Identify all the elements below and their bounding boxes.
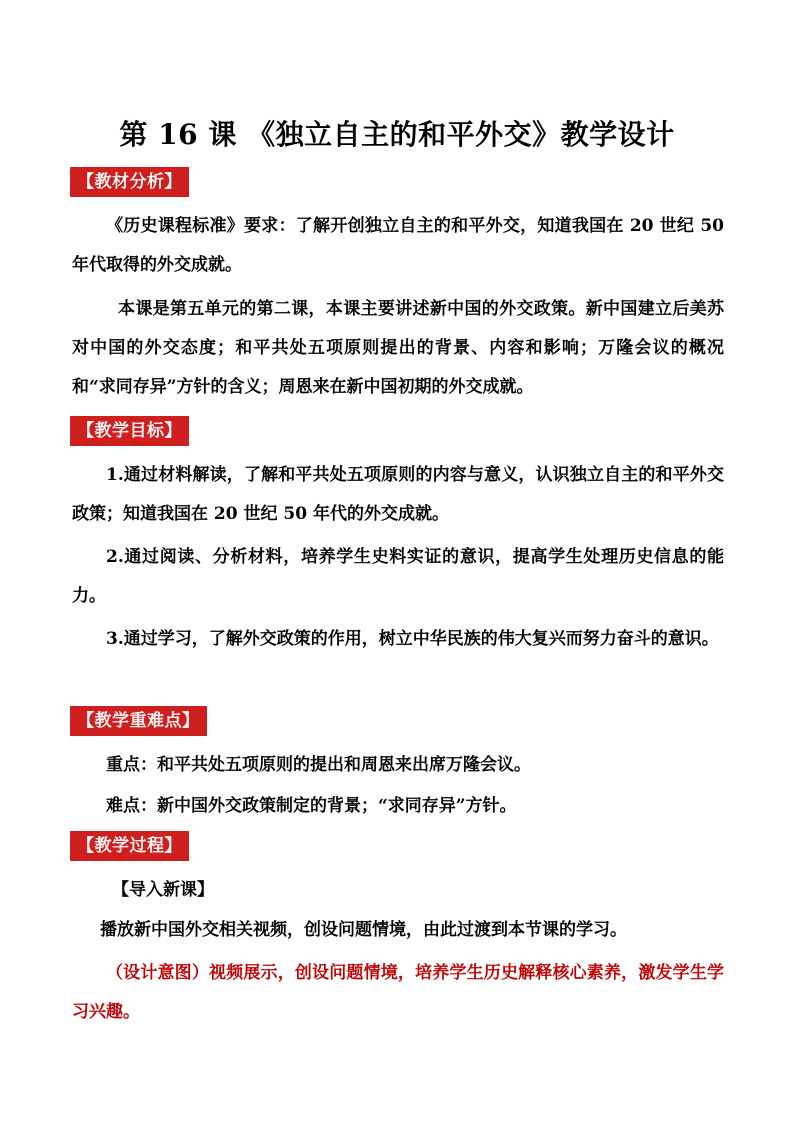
section-label-key-points: 【教学重难点】 bbox=[70, 706, 207, 736]
design-intent-paragraph: （设计意图）视频展示，创设问题情境，培养学生历史解释核心素养，激发学生学习兴趣。 bbox=[72, 963, 724, 1022]
difficulty-paragraph: 难点：新中国外交政策制定的背景；“求同存异”方针。 bbox=[106, 796, 517, 816]
analysis-paragraph-1: 《历史课程标准》要求：了解开创独立自主的和平外交，知道我国在 20 世纪 50 年代取得的外交成就。 bbox=[72, 216, 724, 275]
process-subheading: 【导入新课】 bbox=[112, 880, 214, 900]
section-label-process: 【教学过程】 bbox=[70, 831, 189, 861]
analysis-paragraph-2: 本课是第五单元的第二课，本课主要讲述新中国的外交政策。新中国建立后美苏对中国的外交态度；和平共处五项原则提出的背景、内容和影响；万隆会议的概况和“求同存异”方针的含义；周恩来在新中国初期的外交成就。 bbox=[72, 299, 724, 397]
key-point-paragraph: 重点：和平共处五项原则的提出和周恩来出席万隆会议。 bbox=[106, 755, 531, 775]
process-paragraph-1: 播放新中国外交相关视频，创设问题情境，由此过渡到本节课的学习。 bbox=[100, 920, 627, 940]
goals-paragraph-2: 2.通过阅读、分析材料，培养学生史料实证的意识，提高学生处理历史信息的能力。 bbox=[72, 547, 724, 606]
document-title: 第 16 课 《独立自主的和平外交》教学设计 bbox=[119, 118, 675, 151]
goals-paragraph-3: 3.通过学习，了解外交政策的作用，树立中华民族的伟大复兴而努力奋斗的意识。 bbox=[106, 629, 719, 649]
section-label-goals: 【教学目标】 bbox=[70, 416, 189, 446]
goals-paragraph-1: 1.通过材料解读，了解和平共处五项原则的内容与意义，认识独立自主的和平外交政策；知道我国在 20 世纪 50 年代的外交成就。 bbox=[72, 465, 724, 524]
section-label-analysis: 【教材分析】 bbox=[70, 167, 189, 197]
